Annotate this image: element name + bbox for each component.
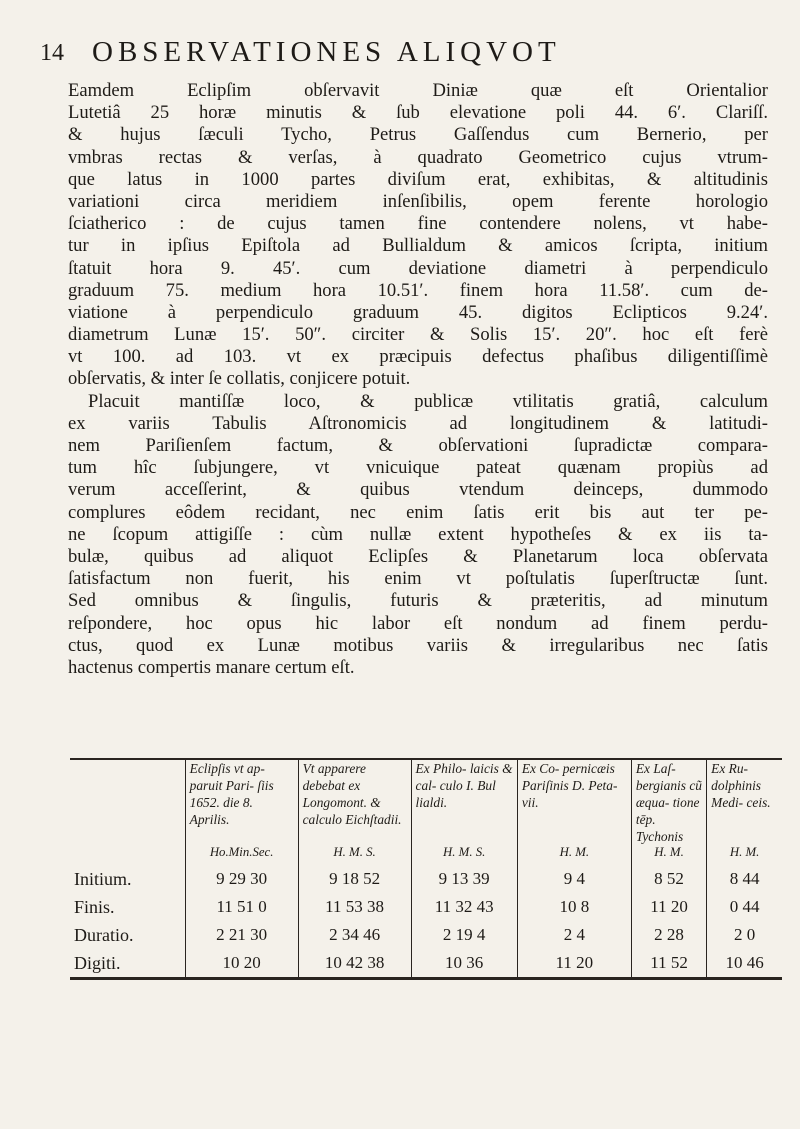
text-line: Sed omnibus & ſingulis, futuris & præteritis, ad minutum [68,590,768,612]
running-head: OBSERVATIONES ALIQVOT [92,36,561,68]
table-header-cell: Ex Co- pernicæis Pariſinis D. Peta- vii. [517,759,631,845]
text-line: tum hîc ſubjungere, vt vnicuique pateat quænam propiùs ad [68,457,768,479]
table-cell: 2 0 [707,921,782,949]
units-cell: Ho.Min.Sec. [185,845,298,865]
row-label: Initium. [74,869,132,889]
text-line: vt 100. ad 103. vt ex præcipuis defectus phaſibus diligentiſſimè [68,346,768,368]
units-cell: H. M. S. [298,845,411,865]
table-cell: 2 28 [631,921,706,949]
table-cell: 9 18 52 [298,865,411,893]
table-cell: 9 29 30 [185,865,298,893]
text-line: ctus, quod ex Lunæ motibus variis & irregularibus nec ſatis [68,634,768,656]
table-cell: 2 21 30 [185,921,298,949]
table-cell: 10 8 [517,893,631,921]
text-line: ne ſcopum attigiſſe : cùm nullæ extent hypotheſes & ex iis ta- [68,523,768,545]
units-cell [70,845,185,865]
table-units-row [70,845,782,865]
row-label: Digiti. [74,953,121,973]
units-cell: H. M. [707,845,782,865]
table-cell: 11 20 [631,893,706,921]
text-line: verum acceſſerint, & quibus vtendum deinceps, dummodo [68,479,768,501]
row-label: Duratio. [74,925,134,945]
table-header-cell: Ex Philo- laicis & cal- culo I. Bul lialdi. [411,759,517,845]
body-text [68,80,768,679]
table-header-cell: Eclipſis vt ap- paruit Pari- ſiis 1652. die 8. Aprilis. [185,759,298,845]
text-line: tur in ipſius Epiſtola ad Bullialdum & amicos ſcripta, initium [68,235,768,257]
table-header-cell: Vt apparere debebat ex Longomont. & calculo Eichſtadii. [298,759,411,845]
text-line: nem Pariſienſem factum, & obſervationi ſupradictæ compara- [68,435,768,456]
table-header-cell: Ex Laſ- bergianis cũ æqua- tione tēp. Tychonis [631,759,706,845]
table-cell: 9 13 39 [411,865,517,893]
text-line: Eamdem Eclipſim obſervavit Diniæ quæ eſt Orientalior [68,80,768,101]
table-header-cell [70,759,185,845]
table-cell: 11 52 [631,949,706,979]
table-row [70,921,782,949]
page-number: 14 [40,40,64,66]
text-line: ſatisfactum non fuerit, his enim vt poſtulatis ſuperſtructæ ſunt. [68,568,768,590]
text-line: ſciatherico : de cujus tamen fine contendere nolens, vt habe- [68,213,768,235]
units-cell: H. M. S. [411,845,517,865]
table-cell: 8 52 [631,865,706,893]
table-cell: 0 44 [707,893,782,921]
observation-table [70,758,782,980]
text-line: vmbras rectas & verſas, à quadrato Geometrico cujus vtrum- [68,146,768,168]
table-cell: 2 19 4 [411,921,517,949]
text-line: variationi circa meridiem inſenſibilis, opem ferente horologio [68,190,768,212]
table-row [70,949,782,979]
table-cell: 11 53 38 [298,893,411,921]
table-row [70,893,782,921]
row-label: Finis. [74,897,115,917]
table-cell: 10 36 [411,949,517,979]
text-line: complures eôdem recidant, nec enim ſatis erit bis aut ter pe- [68,501,768,523]
text-line: Lutetiâ 25 horæ minutis & ſub elevatione poli 44. 6′. Clariſſ. [68,102,768,124]
text-line: ſtatuit hora 9. 45′. cum deviatione diametri à perpendiculo [68,257,768,279]
units-cell: H. M. [517,845,631,865]
table-header-row [70,759,782,845]
table-header-cell: Ex Ru- dolphinis Medi- ceis. [707,759,782,845]
table-cell: 8 44 [707,865,782,893]
text-line: & hujus ſæculi Tycho, Petrus Gaſſendus cum Bernerio, per [68,124,768,146]
table-cell: 11 32 43 [411,893,517,921]
text-line: reſpondere, hoc opus hic labor eſt nondum ad finem perdu- [68,612,768,634]
table-cell: 2 34 46 [298,921,411,949]
text-line: viatione à perpendiculo graduum 45. digitos Eclipticos 9.24′. [68,301,768,323]
table-cell: 2 4 [517,921,631,949]
units-cell: H. M. [631,845,706,865]
text-line: que latus in 1000 partes diviſum erat, exhibitas, & altitudinis [68,168,768,190]
text-line: diametrum Lunæ 15′. 50″. circiter & Solis 15′. 20″. hoc eſt ferè [68,324,768,346]
text-line: graduum 75. medium hora 10.51′. finem hora 11.58′. cum de- [68,279,768,301]
table-row [70,865,782,893]
table-cell: 11 51 0 [185,893,298,921]
text-line: Placuit mantiſſæ loco, & publicæ vtilitatis gratiâ, calculum [88,390,768,412]
text-line: hactenus compertis manare certum eſt. [68,656,355,678]
table-cell: 10 42 38 [298,949,411,979]
table-cell: 9 4 [517,865,631,893]
text-line: obſervatis, & inter ſe collatis, conjicere potuit. [68,368,411,390]
table-cell: 11 20 [517,949,631,979]
table-cell: 10 46 [707,949,782,979]
table-cell: 10 20 [185,949,298,979]
text-line: ex variis Tabulis Aſtronomicis ad longitudinem & latitudi- [68,412,768,434]
text-line: bulæ, quibus ad aliquot Eclipſes & Planetarum loca obſervata [68,545,768,567]
